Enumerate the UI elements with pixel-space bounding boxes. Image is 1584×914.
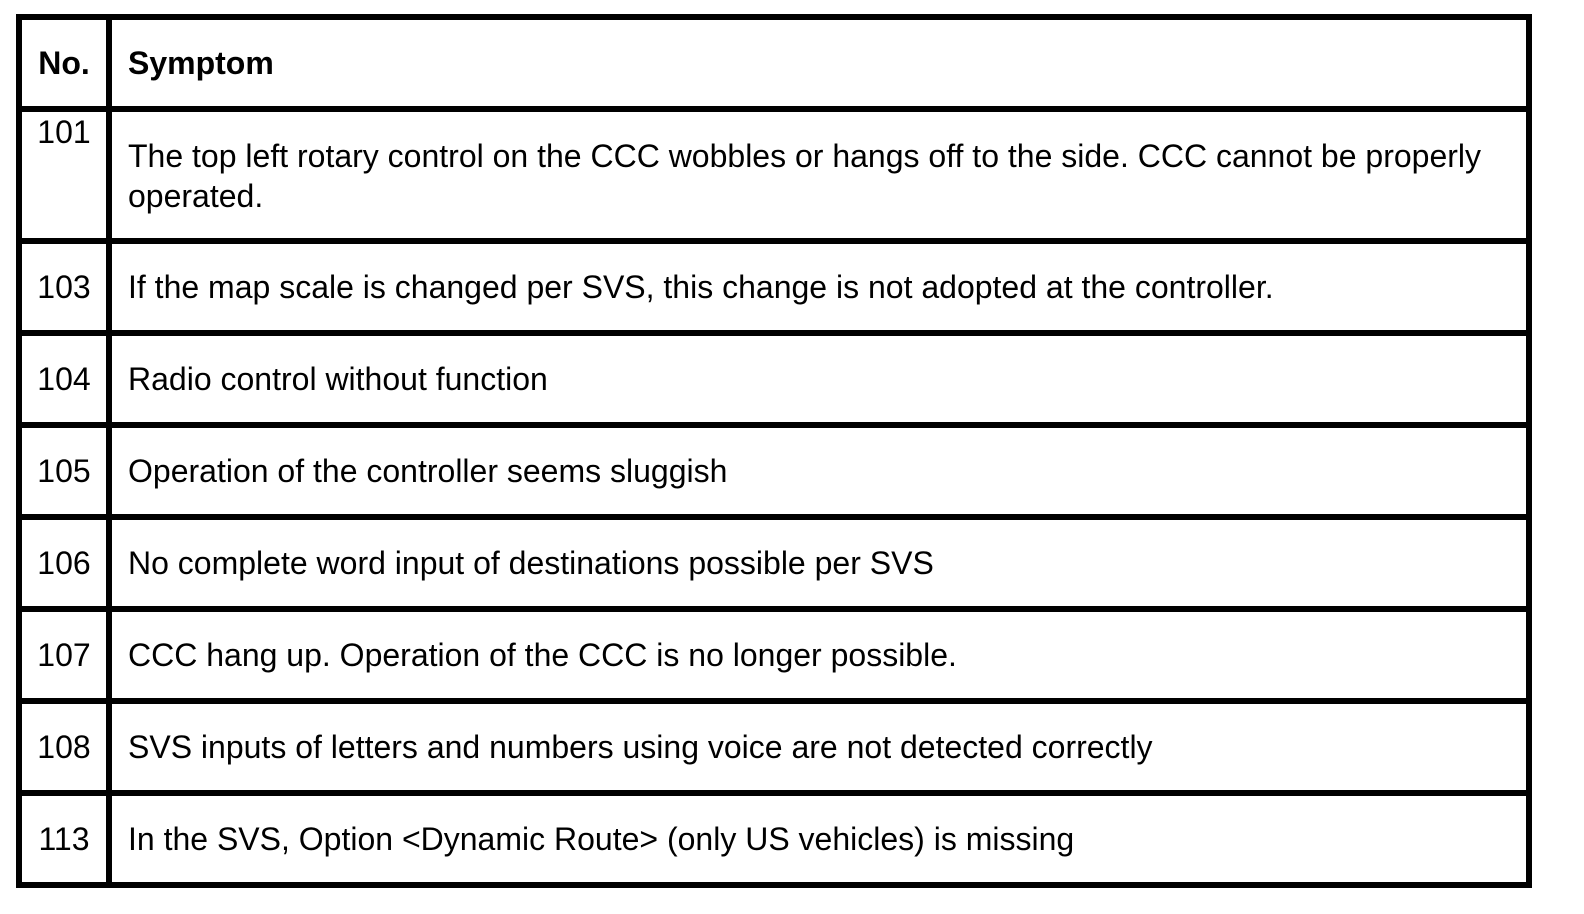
table-row [19,517,1529,609]
table-row [19,701,1529,793]
row-number: 113 [19,793,109,885]
row-symptom: Operation of the controller seems sluggish [109,425,1529,517]
row-symptom: CCC hang up. Operation of the CCC is no longer possible. [109,609,1529,701]
table-row [19,793,1529,885]
symptom-table [16,14,1532,888]
row-symptom: The top left rotary control on the CCC wobbles or hangs off to the side. CCC cannot be properly operated. [109,109,1529,241]
row-number: 103 [19,241,109,333]
table-row [19,425,1529,517]
row-number: 104 [19,333,109,425]
row-symptom: In the SVS, Option <Dynamic Route> (only US vehicles) is missing [109,793,1529,885]
row-symptom: Radio control without function [109,333,1529,425]
row-number: 106 [19,517,109,609]
row-number: 101 [19,109,109,241]
row-symptom: No complete word input of destinations possible per SVS [109,517,1529,609]
table-row [19,109,1529,241]
table-row [19,609,1529,701]
row-symptom: SVS inputs of letters and numbers using voice are not detected correctly [109,701,1529,793]
header-no: No. [19,17,109,109]
header-symptom: Symptom [109,17,1529,109]
row-number: 108 [19,701,109,793]
table-row [19,333,1529,425]
table-header-row [19,17,1529,109]
row-number: 107 [19,609,109,701]
row-number: 105 [19,425,109,517]
row-symptom: If the map scale is changed per SVS, this change is not adopted at the controller. [109,241,1529,333]
table-row [19,241,1529,333]
